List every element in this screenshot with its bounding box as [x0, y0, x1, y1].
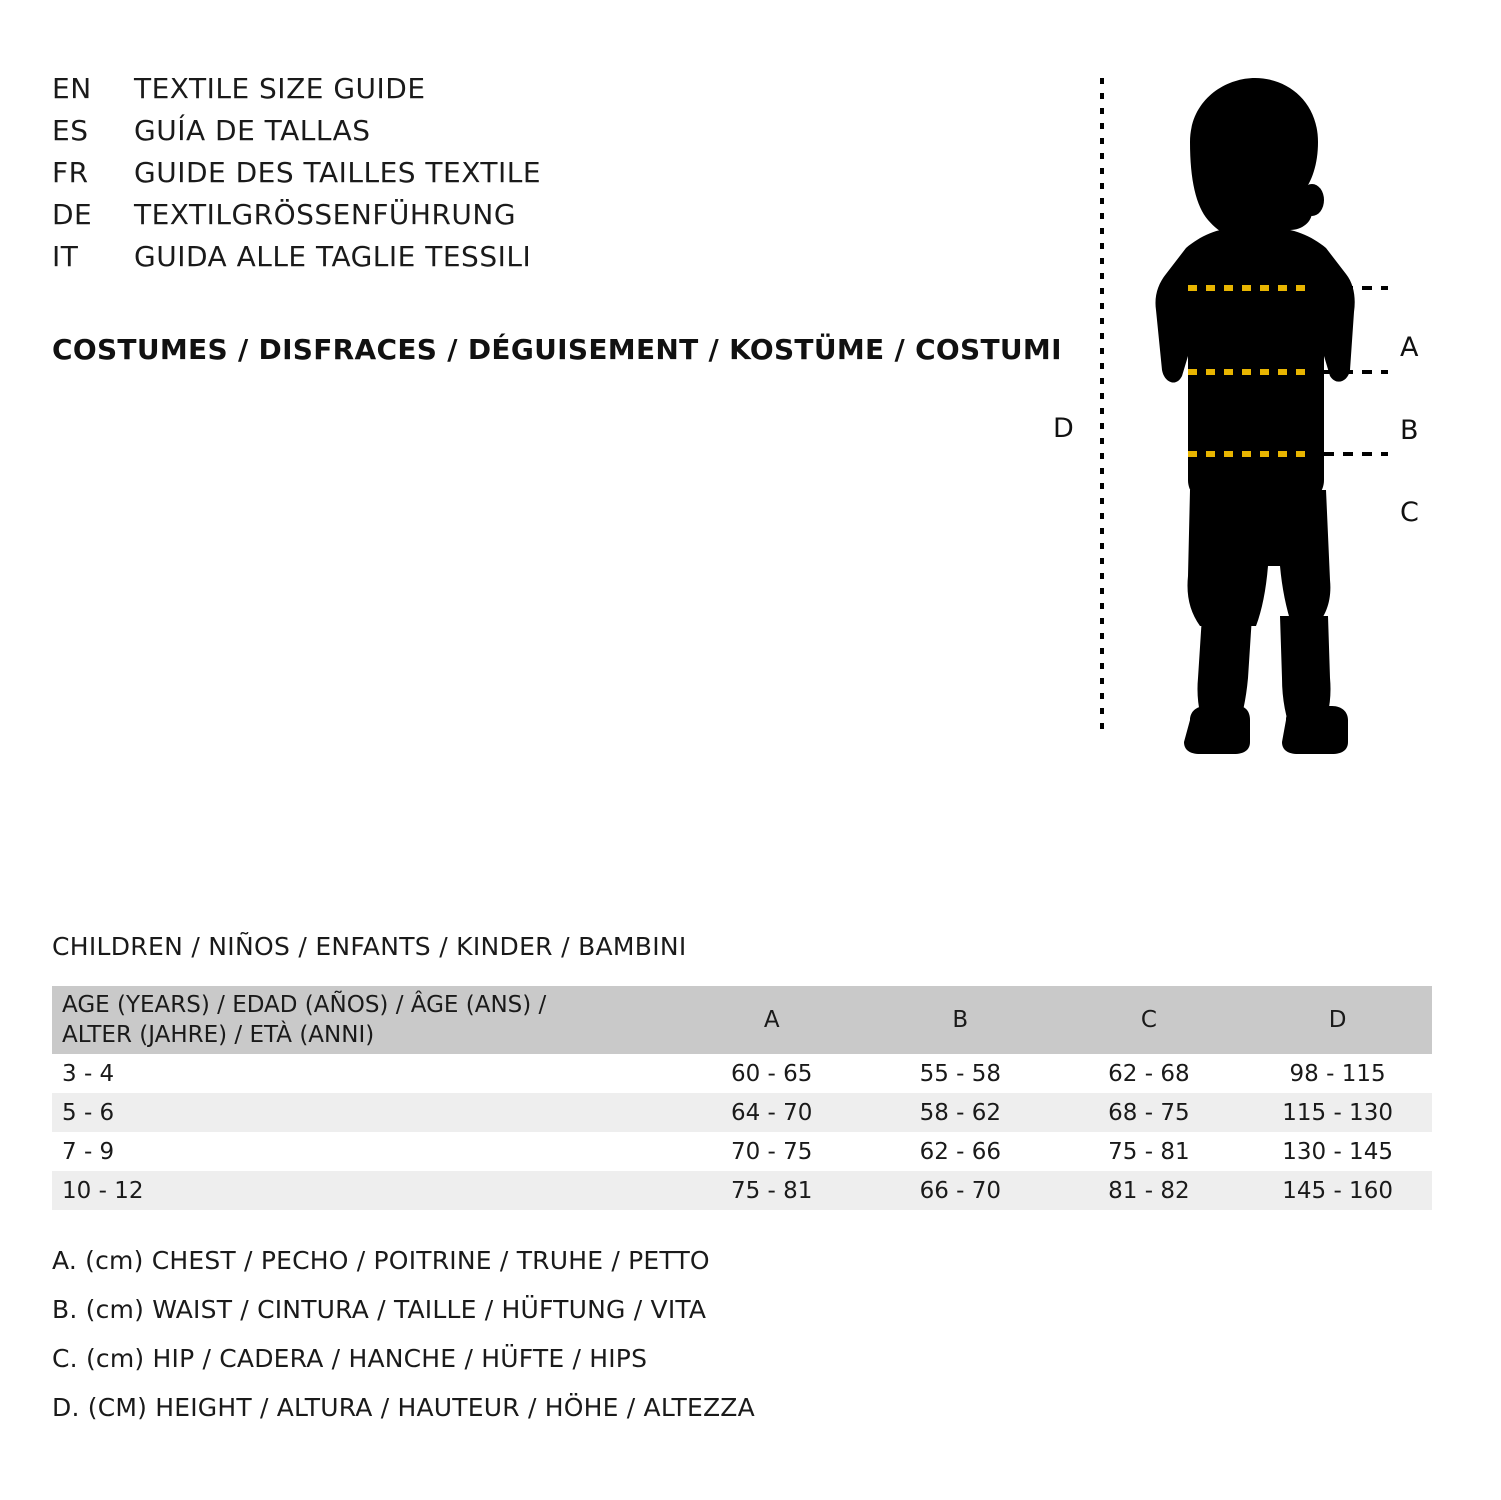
cell-d: 130 - 145 [1282, 1138, 1393, 1165]
header-a: A [763, 1007, 780, 1033]
cell-c: 62 - 68 [1108, 1060, 1190, 1087]
table-row [52, 1054, 1432, 1093]
cell-d: 145 - 160 [1282, 1177, 1393, 1204]
cell-d: 98 - 115 [1289, 1060, 1386, 1087]
header-age-line2: ALTER (JAHRE) / ETÀ (ANNI) [62, 1022, 375, 1048]
language-title: GUÍA DE TALLAS [134, 114, 371, 147]
legend-item-a: A. (cm) CHEST / PECHO / POITRINE / TRUHE / PETTO [52, 1246, 710, 1275]
marker-label-a: A [1400, 332, 1419, 363]
cell-age: 10 - 12 [62, 1177, 144, 1204]
table-row [52, 1132, 1432, 1171]
header-b: B [952, 1007, 969, 1033]
child-silhouette-icon [1040, 60, 1470, 760]
cell-b: 55 - 58 [919, 1060, 1002, 1087]
table-row [52, 1171, 1432, 1210]
marker-label-c: C [1400, 497, 1419, 528]
cell-d: 115 - 130 [1282, 1099, 1393, 1126]
language-row [52, 114, 1052, 147]
marker-label-b: B [1400, 415, 1419, 446]
language-code: IT [52, 240, 79, 273]
cell-b: 58 - 62 [919, 1099, 1002, 1126]
header-age [52, 986, 677, 1054]
table-row [52, 1093, 1432, 1132]
legend-item-b: B. (cm) WAIST / CINTURA / TAILLE / HÜFTUNG / VITA [52, 1295, 707, 1324]
language-row [52, 72, 1052, 105]
language-code: ES [52, 114, 89, 147]
language-code: EN [52, 72, 92, 105]
cell-a: 75 - 81 [730, 1177, 813, 1204]
cell-c: 81 - 82 [1108, 1177, 1190, 1204]
cell-age: 5 - 6 [62, 1099, 115, 1126]
size-table [52, 986, 1432, 1210]
cell-b: 66 - 70 [919, 1177, 1002, 1204]
cell-c: 75 - 81 [1108, 1138, 1190, 1165]
cell-a: 70 - 75 [730, 1138, 813, 1165]
cell-a: 60 - 65 [730, 1060, 813, 1087]
cell-c: 68 - 75 [1108, 1099, 1190, 1126]
header-c: C [1140, 1007, 1157, 1033]
language-code: FR [52, 156, 89, 189]
language-title: TEXTILE SIZE GUIDE [134, 72, 426, 105]
language-row [52, 240, 1052, 273]
language-title: GUIDE DES TAILLES TEXTILE [134, 156, 542, 189]
language-code: DE [52, 198, 93, 231]
header-d: D [1328, 1007, 1347, 1033]
header-age-line1: AGE (YEARS) / EDAD (AÑOS) / ÂGE (ANS) / [62, 991, 547, 1018]
language-row [52, 156, 1052, 189]
marker-label-d: D [1053, 413, 1074, 444]
cell-b: 62 - 66 [919, 1138, 1002, 1165]
legend-item-c: C. (cm) HIP / CADERA / HANCHE / HÜFTE / HIPS [52, 1344, 648, 1373]
cell-age: 3 - 4 [62, 1060, 115, 1087]
costumes-subtitle: COSTUMES / DISFRACES / DÉGUISEMENT / KOSTÜME / COSTUMI [52, 333, 1062, 366]
children-section-title: CHILDREN / NIÑOS / ENFANTS / KINDER / BAMBINI [52, 932, 687, 961]
language-list [52, 72, 1052, 282]
language-title: GUIDA ALLE TAGLIE TESSILI [134, 240, 532, 273]
legend-item-d: D. (CM) HEIGHT / ALTURA / HAUTEUR / HÖHE / ALTEZZA [52, 1393, 755, 1422]
language-title: TEXTILGRÖSSENFÜHRUNG [134, 198, 517, 231]
table-header-row [52, 986, 1432, 1054]
silhouette-shape [1155, 78, 1354, 754]
size-diagram [1040, 60, 1470, 760]
language-row [52, 198, 1052, 231]
cell-age: 7 - 9 [62, 1138, 115, 1165]
measurement-legend [52, 1246, 952, 1442]
cell-a: 64 - 70 [730, 1099, 813, 1126]
